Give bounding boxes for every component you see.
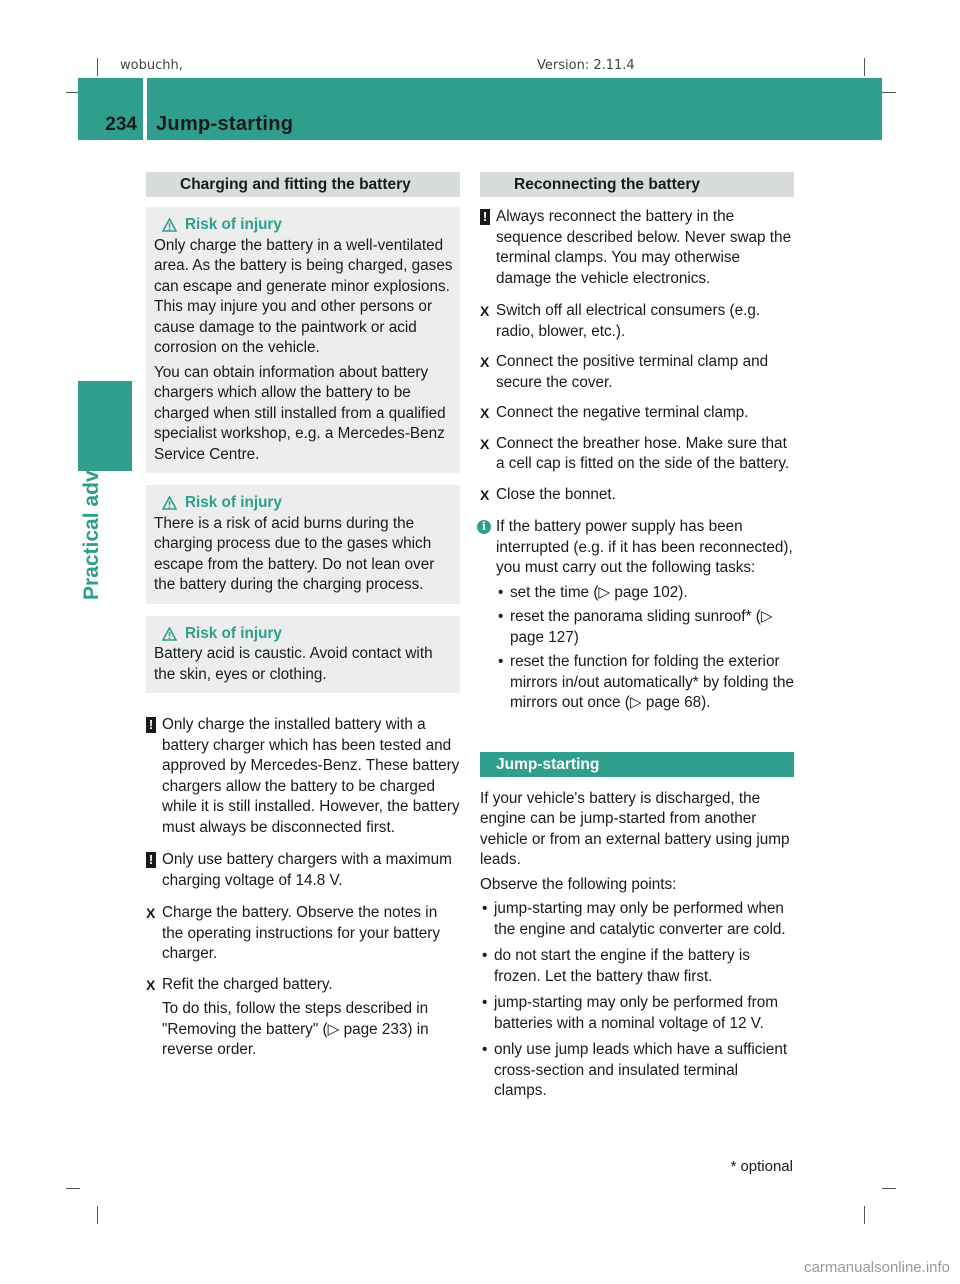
page-title: Jump-starting xyxy=(156,113,294,135)
warning-text: There is a risk of acid burns during the charging process due to the gases which escape from the battery. Do not lean over the battery during the charging process. xyxy=(154,514,435,593)
step-text: Connect the positive terminal clamp and secure the cover. xyxy=(496,353,769,391)
warning-title xyxy=(162,493,454,514)
crop-mark xyxy=(864,1206,865,1224)
caution-text: Only charge the installed battery with a battery charger which has been tested and approved by Mercedes-Benz. These battery chargers allow the battery to be charged while it is still installed. However, the battery must always be disconnected first. xyxy=(162,716,460,836)
list-item: • jump-starting may only be performed when the engine and catalytic converter are cold. xyxy=(480,899,794,940)
crop-mark xyxy=(66,1188,80,1189)
warning-title xyxy=(162,624,454,645)
info-note xyxy=(480,517,794,714)
instruction-step xyxy=(480,352,794,393)
jump-list xyxy=(480,899,794,1102)
header-title-bar xyxy=(147,78,882,140)
step-arrow-icon: X xyxy=(480,486,490,503)
list-item: • jump-starting may only be performed from batteries with a nominal voltage of 12 V. xyxy=(480,993,794,1034)
info-list xyxy=(496,583,794,714)
caution-text: Only use battery chargers with a maximum charging voltage of 14.8 V. xyxy=(162,851,452,889)
body-text: If your vehicle's battery is discharged, the engine can be jump-started from another vehicle or from an external battery using jump leads. xyxy=(480,789,790,868)
caution-note xyxy=(146,715,460,838)
sidebar-label: Practical advice xyxy=(80,441,103,600)
step-text: Connect the negative terminal clamp. xyxy=(496,404,749,421)
exclamation-icon: ! xyxy=(146,717,156,733)
step-arrow-icon: X xyxy=(480,354,490,370)
warning-triangle-icon xyxy=(162,627,177,641)
instruction-step xyxy=(480,301,794,342)
right-column xyxy=(480,172,794,1102)
section-heading: Charging and fitting the battery xyxy=(146,172,460,197)
left-column xyxy=(146,172,460,1061)
crop-mark xyxy=(97,58,98,76)
step-arrow-icon: X xyxy=(480,435,490,452)
step-text: Charge the battery. Observe the notes in the operating instructions for your battery charger. xyxy=(162,904,441,962)
warning-text: Battery acid is caustic. Avoid contact with the skin, eyes or clothing. xyxy=(154,645,433,683)
list-item: • do not start the engine if the battery is frozen. Let the battery thaw first. xyxy=(480,946,794,987)
warning-box xyxy=(146,485,460,604)
page-number: 234 xyxy=(105,114,137,135)
step-arrow-icon: X xyxy=(480,303,490,319)
warning-title-text: Risk of injury xyxy=(185,216,282,233)
warning-title-text: Risk of injury xyxy=(185,494,282,511)
warning-title-text: Risk of injury xyxy=(185,624,282,642)
watermark: carmanualsonline.info xyxy=(804,1259,950,1276)
page-header xyxy=(78,78,882,140)
step-arrow-icon: X xyxy=(146,905,156,921)
info-icon: i xyxy=(477,520,491,534)
instruction-step xyxy=(480,403,794,424)
list-item: • reset the panorama sliding sunroof* (▷ page 127) xyxy=(496,607,794,648)
crop-mark xyxy=(97,1206,98,1224)
print-meta-left: wobuchh, xyxy=(120,58,183,73)
warning-text: Only charge the battery in a well-ventilated area. As the battery is being charged, gases can escape and generate minor explosions. This may injure you and other persons or cause damage to the paintwork or acid corrosion on the vehicle. xyxy=(154,236,453,356)
section-heading-jump: Jump-starting xyxy=(480,752,794,777)
exclamation-icon: ! xyxy=(146,852,156,868)
warning-text: You can obtain information about battery chargers which allow the battery to be charged when still installed from a qualified specialist workshop, e.g. a Mercedes-Benz Service Centre. xyxy=(154,363,446,463)
exclamation-icon: ! xyxy=(480,209,490,225)
warning-box xyxy=(146,616,460,694)
section-heading: Reconnecting the battery xyxy=(480,172,794,197)
list-item: • only use jump leads which have a sufficient cross-section and insulated terminal clamps. xyxy=(480,1040,794,1102)
instruction-step xyxy=(146,975,460,1061)
warning-triangle-icon xyxy=(162,496,177,510)
page-number-box xyxy=(78,78,143,140)
instruction-step xyxy=(480,434,794,475)
list-item: • reset the function for folding the exterior mirrors in/out automatically* by folding the mirrors out once (▷ page 68). xyxy=(496,652,794,714)
caution-note xyxy=(480,207,794,289)
step-text: Connect the breather hose. Make sure that a cell cap is fitted on the side of the battery. xyxy=(496,434,790,472)
warning-title xyxy=(162,215,454,236)
footnote: * optional xyxy=(730,1158,793,1175)
step-arrow-icon: X xyxy=(480,405,490,421)
caution-note xyxy=(146,850,460,891)
info-text: If the battery power supply has been interrupted (e.g. if it has been reconnected), you must carry out the following tasks: xyxy=(496,518,793,576)
body-text: Observe the following points: xyxy=(480,875,677,893)
list-item: • set the time (▷ page 102). xyxy=(496,583,794,604)
instruction-step xyxy=(480,485,794,506)
print-meta-right: Version: 2.11.4 xyxy=(537,58,635,73)
step-text: Refit the charged battery. xyxy=(162,975,333,993)
step-detail: To do this, follow the steps described in "Removing the battery" (▷ page 233) in reverse order. xyxy=(162,1000,429,1058)
crop-mark xyxy=(864,58,865,76)
step-text: Close the bonnet. xyxy=(496,485,616,503)
crop-mark xyxy=(882,92,896,93)
warning-box xyxy=(146,207,460,473)
step-text: Switch off all electrical consumers (e.g. radio, blower, etc.). xyxy=(496,302,761,340)
caution-text: Always reconnect the battery in the sequence described below. Never swap the terminal clamps. You may otherwise damage the vehicle electronics. xyxy=(496,208,792,287)
instruction-step xyxy=(146,903,460,965)
crop-mark xyxy=(882,1188,896,1189)
warning-triangle-icon xyxy=(162,218,177,232)
step-arrow-icon: X xyxy=(146,976,156,993)
